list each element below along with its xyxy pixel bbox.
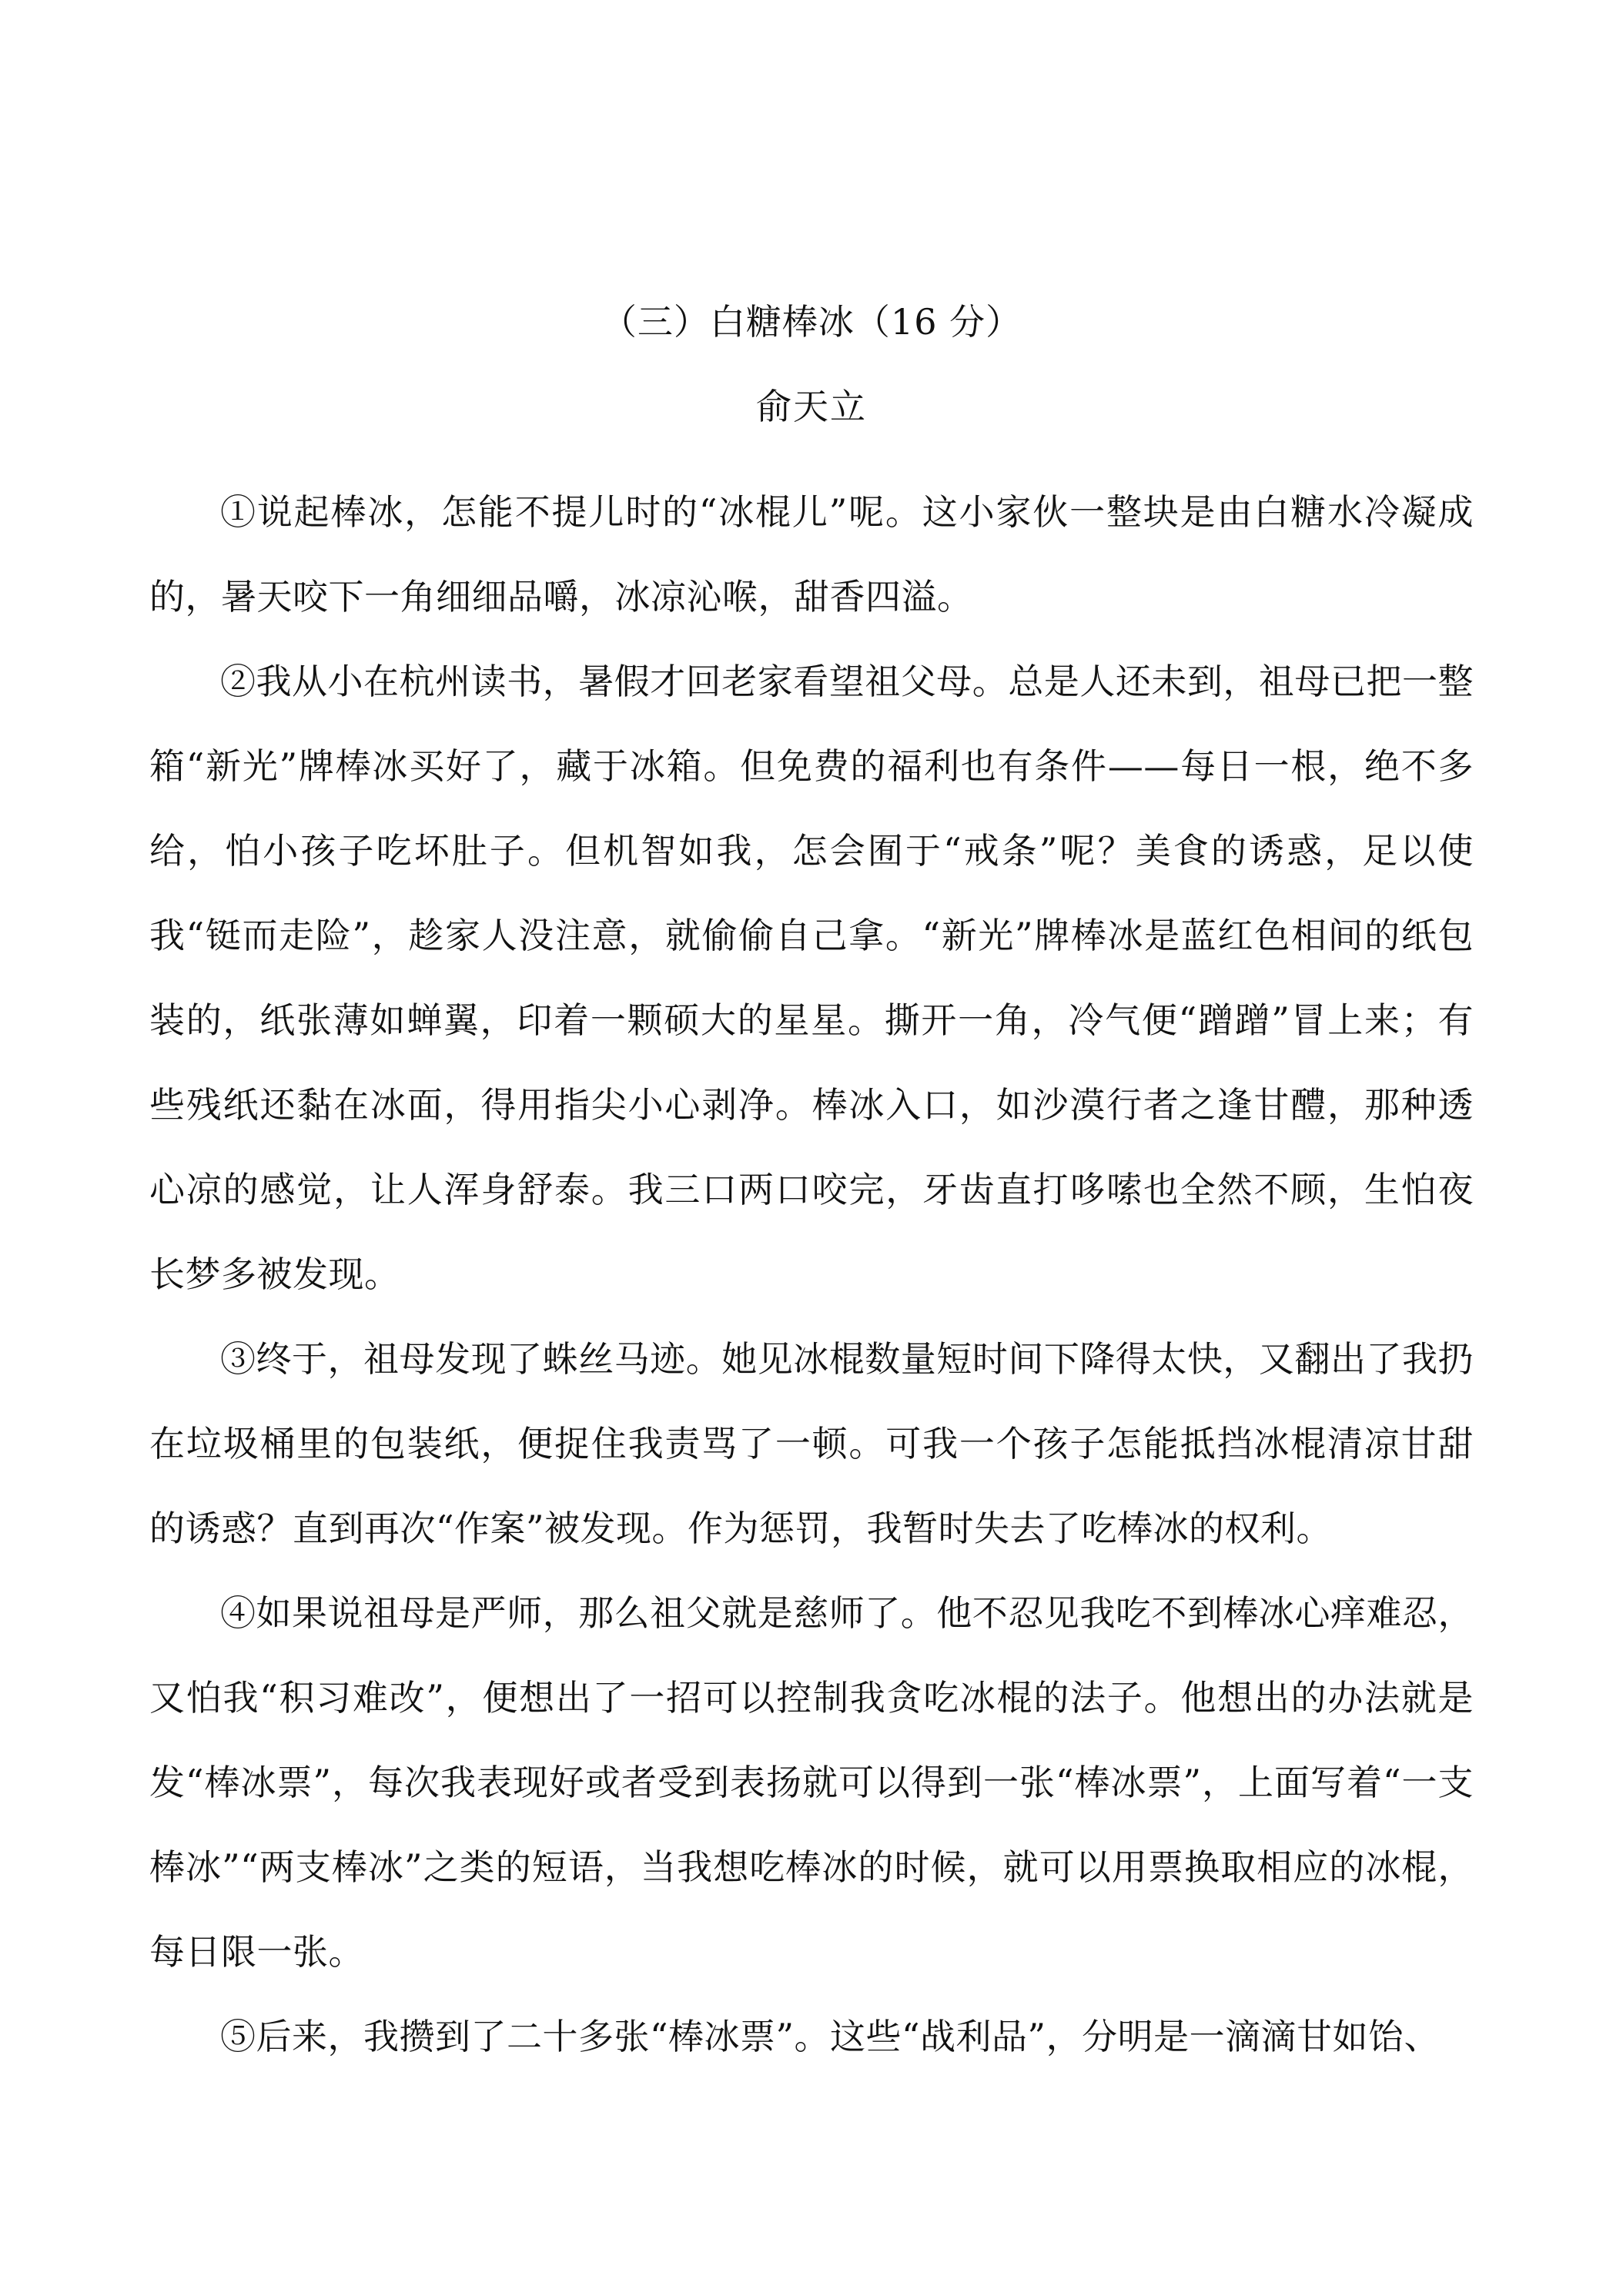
paragraph-1: ①说起棒冰，怎能不提儿时的“冰棍儿”呢。这小家伙一整块是由白糖水冷凝成的，暑天咬下一角细细品嚼，冰凉沁喉，甜香四溢。 [149, 491, 1474, 618]
paragraph-2: ②我从小在杭州读书，暑假才回老家看望祖父母。总是人还未到，祖母已把一整箱“新光”牌棒冰买好了，藏于冰箱。但免费的福利也有条件——每日一根，绝不多给，怕小孩子吃坏肚子。但机智如我，怎会囿于“戒条”呢？美食的诱惑，足以使我“铤而走险”，趁家人没注意，就偷偷自己拿。“新光”牌棒冰是蓝红色相间的纸包装的，纸张薄如蝉翼，印着一颗硕大的星星。撕开一角，冷气便“蹭蹭”冒上来；有些残纸还黏在冰面，得用指尖小心剥净。棒冰入口，如沙漠行者之逢甘醴，那种透心凉的感觉，让人浑身舒泰。我三口两口咬完，牙齿直打哆嗦也全然不顾，生怕夜长梦多被发现。 [149, 661, 1474, 1295]
article-author: 俞天立 [756, 386, 867, 427]
paragraph-4: ④如果说祖母是严师，那么祖父就是慈师了。他不忍见我吃不到棒冰心痒难忍，又怕我“积习难改”，便想出了一招可以控制我贪吃冰棍的法子。他想出的办法就是发“棒冰票”，每次我表现好或者受到表扬就可以得到一张“棒冰票”，上面写着“一支棒冰”“两支棒冰”之类的短语，当我想吃棒冰的时候，就可以用票换取相应的冰棍，每日限一张。 [149, 1592, 1474, 1973]
article-title: （三）白糖棒冰（16 分） [601, 301, 1022, 343]
paragraph-5: ⑤后来，我攒到了二十多张“棒冰票”。这些“战利品”，分明是一滴滴甘如饴、 [220, 2016, 1441, 2057]
paragraph-3: ③终于，祖母发现了蛛丝马迹。她见冰棍数量短时间下降得太快，又翻出了我扔在垃圾桶里的包装纸，便捉住我责骂了一顿。可我一个孩子怎能抵挡冰棍清凉甘甜的诱惑？直到再次“作案”被发现。作为惩罚，我暂时失去了吃棒冰的权利。 [149, 1338, 1474, 1549]
article-body [149, 470, 1474, 2079]
